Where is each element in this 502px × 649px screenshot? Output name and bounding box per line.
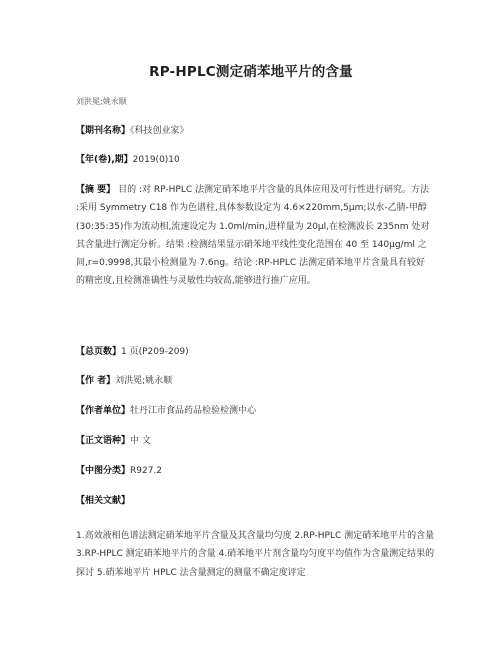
author-field [76, 372, 172, 390]
related-heading [76, 492, 130, 510]
year-issue-value: 2019(0)10 [132, 155, 180, 165]
affiliation-value: 牡丹江市食品药品检验检测中心 [130, 406, 257, 416]
pages-label: 【总页数】 [76, 347, 122, 357]
affiliation-label: 【作者单位】 [76, 406, 131, 416]
page-title: RP-HPLC测定硝苯地平片的含量 [149, 64, 353, 80]
abstract-text: 目的 :对 RP-HPLC 法测定硝苯地平片含量的具体应用及可行性进行研究。方法 :采用 Symmetry C18 作为色谱柱,具体参数设定为 4.6×220mm,5μm;以水-乙腈-甲醇(30:35:35)作为流动相,流速设定为 1.0ml/min,进样量为 20μl,在检测波长 235nm 处对其含量进行测定分析。结果 :检测结果显示硝苯地平线性变化范围在 40 至 140μg/ml 之间,r=0.9998,其最小检测量为 7.6ng。结论 :RP-HPLC 法测定硝苯地平片含量具有较好的精密度,且检测准确性与灵敏性均较高,能够进行推广应用。 [76, 185, 430, 287]
year-issue-label: 【年(卷),期】 [76, 155, 133, 165]
journal-label: 【期刊名称】 [76, 126, 131, 136]
references-text: 1.高效液相色谱法测定硝苯地平片含量及其含量均匀度 2.RP-HPLC 测定硝苯地平片的含量 3.RP-HPLC 测定硝苯地平片的含量 4.硝苯地平片剂含量均匀度平均值作为含量测定结果的探讨 5.硝苯地平片 HPLC 法含量测定的测量不确定度评定 [76, 531, 435, 578]
journal-field [76, 122, 189, 140]
classification-label: 【中图分类】 [76, 466, 131, 476]
year-issue-field [76, 151, 180, 169]
pages-value: 1 页(P209-209) [121, 347, 189, 357]
classification-value: R927.2 [130, 466, 163, 476]
related-label: 【相关文献】 [76, 496, 131, 506]
abstract-field [76, 181, 432, 291]
classification-field [76, 462, 162, 480]
language-field [76, 432, 151, 450]
language-label: 【正文语种】 [76, 436, 131, 446]
author-line: 刘洪冕;姚永顺 [76, 97, 127, 106]
pages-field [76, 343, 189, 361]
language-value: 中 文 [130, 436, 151, 446]
author-value: 刘洪冕;姚永顺 [115, 376, 173, 386]
author-label: 【作 者】 [76, 376, 116, 386]
affiliation-field [76, 402, 256, 420]
abstract-label: 【摘 要】 [76, 185, 116, 195]
journal-value: 《科技创业家》 [130, 126, 189, 136]
